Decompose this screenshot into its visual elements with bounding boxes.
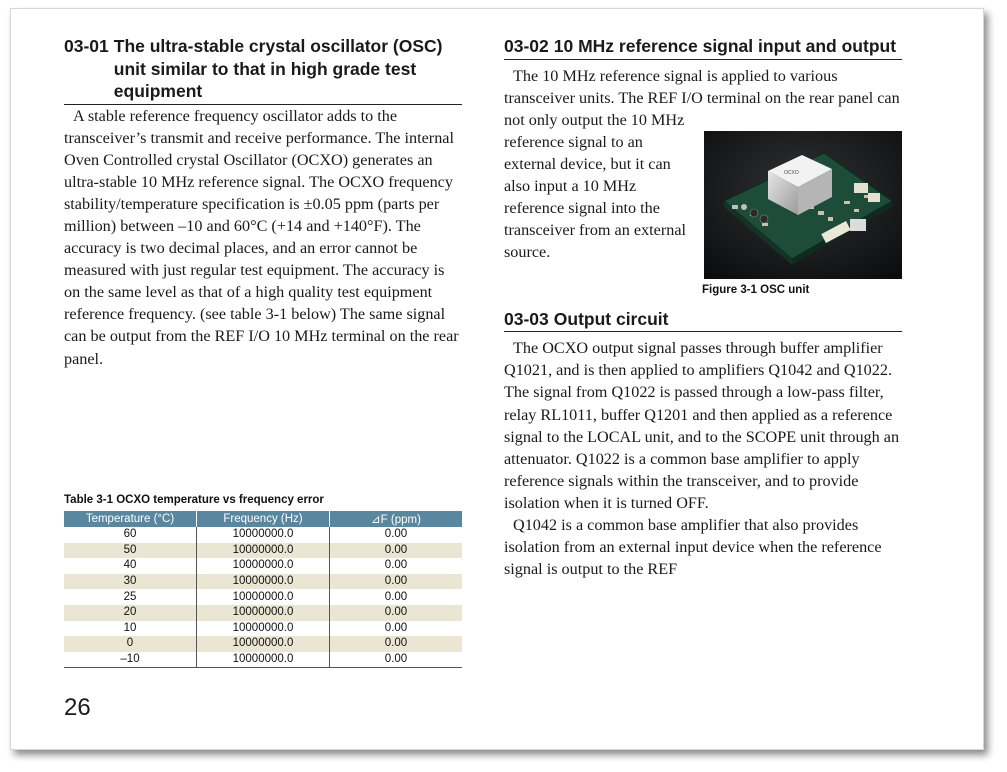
table-cell: 10000000.0 [197,543,330,559]
table-cell: 10000000.0 [197,652,330,668]
section-03-02-heading [504,35,902,60]
table-cell: 10000000.0 [197,605,330,621]
frequency-error-table [64,511,462,668]
section-03-03-heading [504,308,902,333]
table-cell: 0 [64,636,197,652]
table-row [64,574,462,590]
section-title: Output circuit [553,308,669,329]
osc-unit-photo [704,131,902,279]
section-title: 10 MHz reference signal input and output [553,36,897,56]
table-cell: 0.00 [330,636,463,652]
crystal-label: OCXO [784,169,799,176]
table-cell: 10000000.0 [197,621,330,637]
table-row [64,605,462,621]
table-cell: 0.00 [330,558,463,574]
document-page [10,8,984,750]
table-cell: 0.00 [330,589,463,605]
figure-caption: Figure 3-1 OSC unit [702,283,810,296]
table-cell: 10000000.0 [197,636,330,652]
table-row [64,652,462,668]
table-cell: 0.00 [330,543,463,559]
table-cell: 60 [123,528,137,541]
table-row [64,621,462,637]
section-title: The ultra-stable crystal oscillator (OSC) unit similar to that in high grade test equipment [113,36,443,101]
section-number: 03-03 [504,308,549,329]
table-cell: 0.00 [330,652,463,668]
table-cell: 50 [64,543,197,559]
section-number: 03-02 [504,36,549,56]
section-03-03 [504,308,902,581]
table-cell: 10 [123,621,137,634]
table-cell: 0.00 [330,605,463,621]
table-row [64,543,462,559]
table-row [64,558,462,574]
section-03-03-paragraph-2: Q1042 is a common base amplifier that also provides isolation from an external input device when the reference signal is output to the REF [504,516,882,579]
table-cell: 10000000.0 [197,558,330,574]
table-cell: –10 [64,652,197,668]
table-row [64,527,462,543]
section-number: 03-01 [64,36,109,56]
section-03-03-paragraph-1: The OCXO output signal passes through buffer amplifier Q1021, and is then applied to amplifiers Q1042 and Q1022. The signal from Q1022 is passed through a low-pass filter, relay RL1011, buffer Q1201 and then applied as a reference signal to the LOCAL unit, and to the SCOPE unit through an attenuator. Q1022 is a common base amplifier to apply reference signals within the transceiver, and to provide isolation when it is turned OFF. [504,339,900,512]
section-03-02-body-continued: reference signal to an external device, but it can also input a 10 MHz reference signal into the transceiver from an external source. [504,132,687,262]
table-row [64,589,462,605]
figure-osc-unit [704,131,902,296]
table-cell: 0.00 [330,527,463,543]
table-cell: 30 [64,574,197,590]
left-column [64,35,462,370]
table-title: Table 3-1 OCXO temperature vs frequency error [64,494,324,506]
table-cell: 10000000.0 [197,527,330,543]
page-number: 26 [64,694,91,721]
table-cell: 10000000.0 [197,589,330,605]
table-cell: 0.00 [330,621,463,637]
column-header-delta-f: ⊿F (ppm) [330,511,463,527]
column-header-frequency: Frequency (Hz) [197,511,330,527]
table-cell: 25 [123,590,137,603]
section-03-01-heading [64,35,462,105]
section-03-01-body: A stable reference frequency oscillator adds to the transceiver’s transmit and receive performance. The internal Oven Controlled crystal Oscillator (OCXO) generates an ultra-stable 10 MHz reference signal. The OCXO frequency stability/temperature specification is ±0.05 ppm (parts per million) between –10 and 60°C (+14 and +140°F). The accuracy is two decimal places, and an error cannot be measured with just regular test equipment. The accuracy is on the same level as that of a high quality test equipment reference frequency. (see table 3-1 below) The same signal can be output from the REF I/O 10 MHz terminal on the rear panel. [64,106,459,368]
table-header-row [64,511,462,527]
table-row [64,636,462,652]
text-figure-wrap [504,131,902,296]
table-cell: 0.00 [330,574,463,590]
table-cell: 20 [64,605,197,621]
table-cell: 40 [123,559,137,572]
column-header-temperature: Temperature (°C) [64,511,197,527]
table-cell: 10000000.0 [197,574,330,590]
right-column [504,35,902,580]
section-03-02-body: The 10 MHz reference signal is applied to various transceiver units. The REF I/O terminal on the rear panel can not only output the 10 MHz [504,66,900,129]
